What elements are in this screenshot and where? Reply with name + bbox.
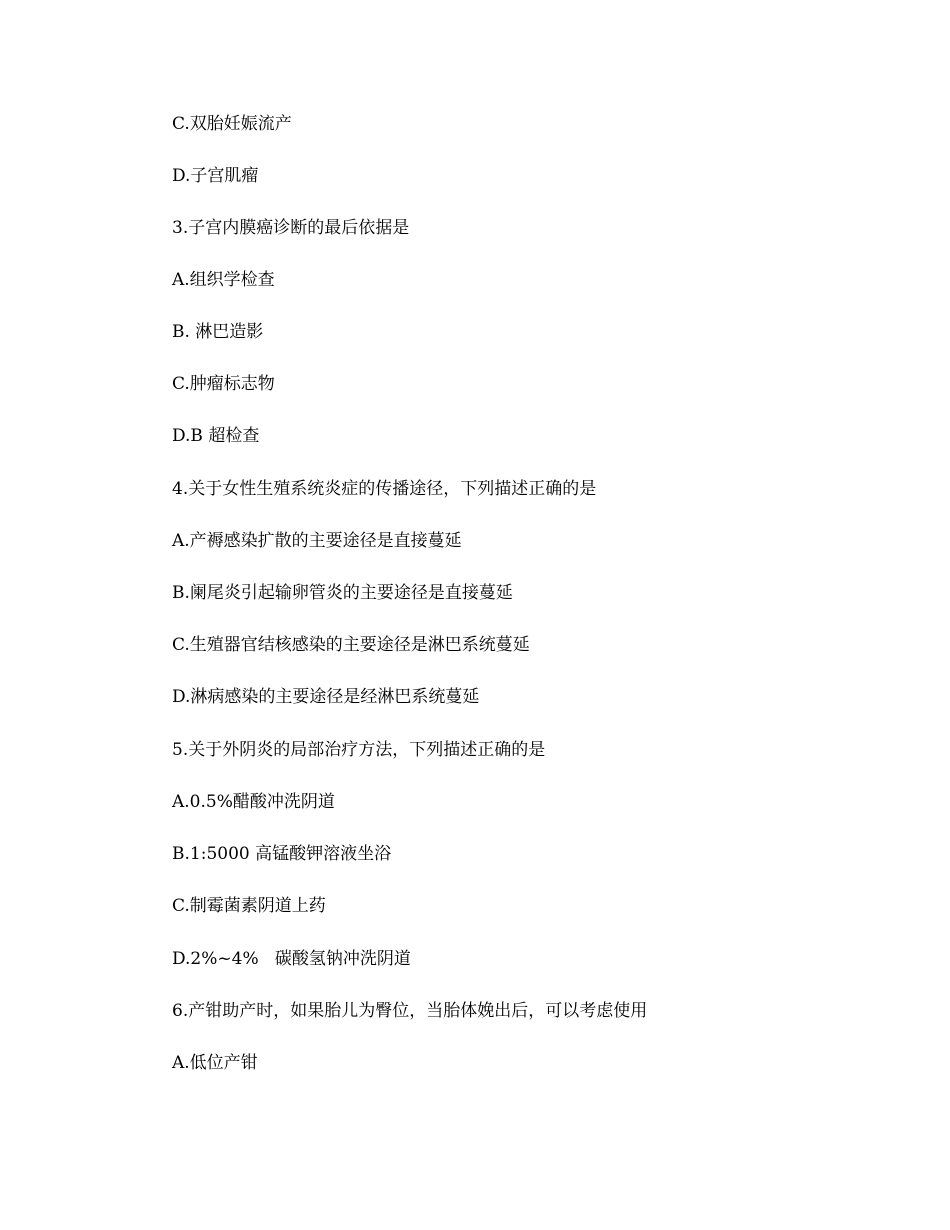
- option-b-q5: B.1:5000 高锰酸钾溶液坐浴: [172, 844, 392, 864]
- option-b-q3: B. 淋巴造影: [172, 322, 264, 342]
- option-d-q5: D.2%~4% 碳酸氢钠冲洗阴道: [172, 949, 411, 969]
- question-3: 3.子宫内膜癌诊断的最后依据是: [172, 218, 410, 238]
- option-c-q2: C.双胎妊娠流产: [172, 114, 292, 134]
- question-5: 5.关于外阴炎的局部治疗方法，下列描述正确的是: [172, 740, 546, 760]
- option-d-q3: D.B 超检查: [172, 426, 260, 446]
- option-c-q3: C.肿瘤标志物: [172, 374, 275, 394]
- option-a-q3: A.组织学检查: [172, 270, 275, 290]
- option-d-q4: D.淋病感染的主要途径是经淋巴系统蔓延: [172, 687, 480, 707]
- question-6: 6.产钳助产时，如果胎儿为臀位，当胎体娩出后，可以考虑使用: [172, 1001, 648, 1021]
- option-a-q5: A.0.5%醋酸冲洗阴道: [172, 792, 335, 812]
- option-d-q2: D.子宫肌瘤: [172, 166, 259, 186]
- option-b-q4: B.阑尾炎引起输卵管炎的主要途径是直接蔓延: [172, 583, 513, 603]
- option-c-q4: C.生殖器官结核感染的主要途径是淋巴系统蔓延: [172, 635, 530, 655]
- question-4: 4.关于女性生殖系统炎症的传播途径，下列描述正确的是: [172, 479, 597, 499]
- option-c-q5: C.制霉菌素阴道上药: [172, 896, 326, 916]
- option-a-q4: A.产褥感染扩散的主要途径是直接蔓延: [172, 531, 462, 551]
- option-a-q6: A.低位产钳: [172, 1053, 258, 1073]
